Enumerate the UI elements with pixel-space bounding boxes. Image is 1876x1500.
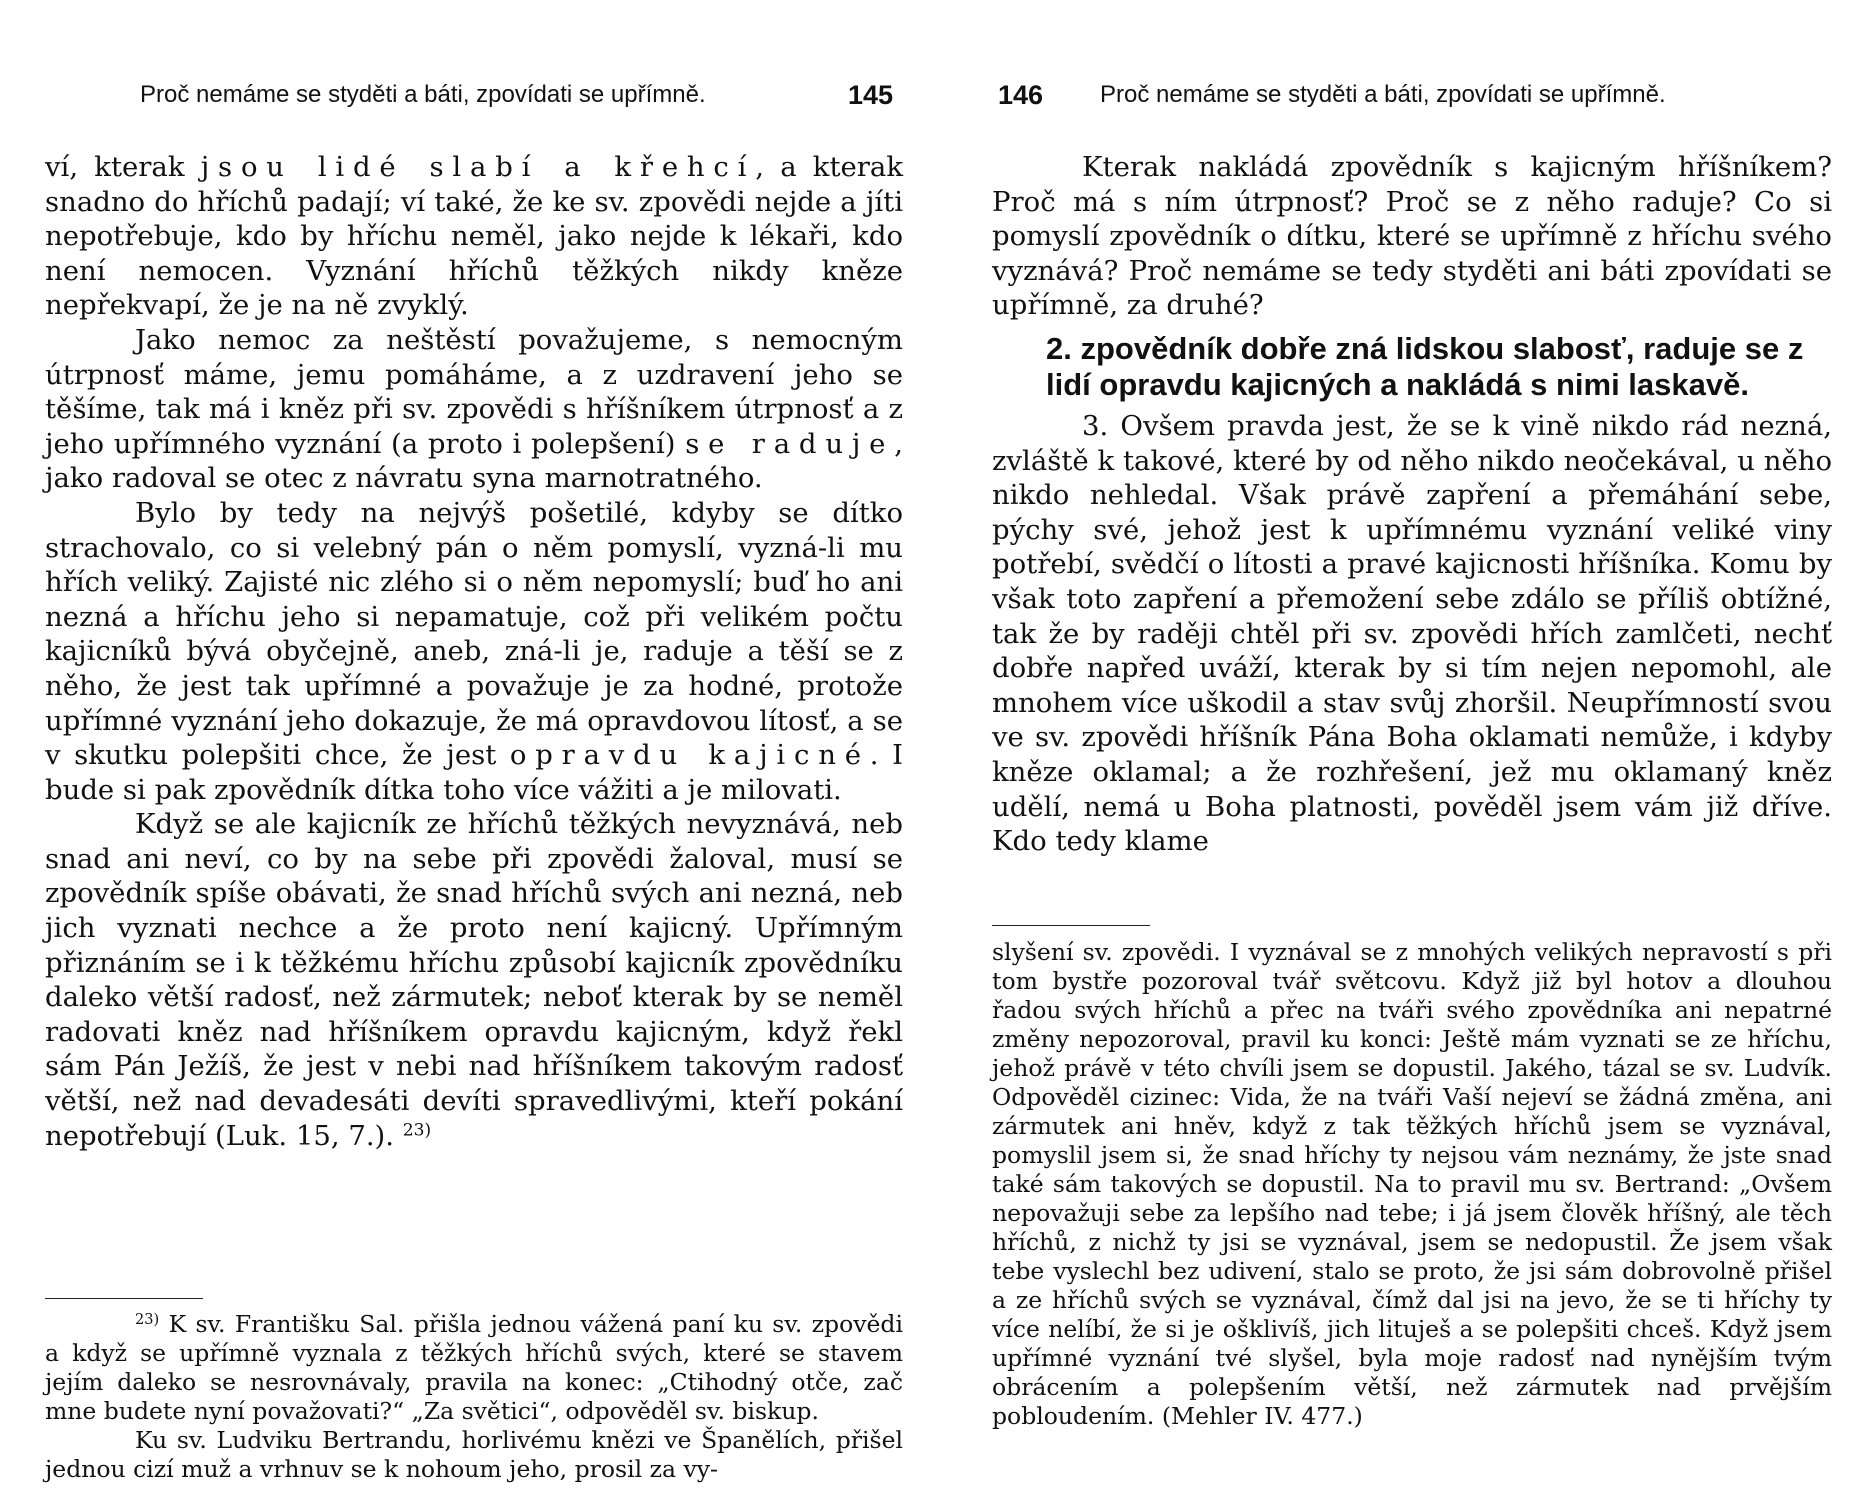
footnote: Ku sv. Ludviku Bertrandu, horlivému knězi ve Španělích, přišel jednou cizí muž a vrhnuv se k nohoum jeho, prosil za vy- bbox=[45, 1426, 903, 1483]
body-text bbox=[45, 150, 903, 1153]
paragraph: Jako nemoc za neštěstí považujeme, s nemocným útrpnosť máme, jemu pomáháme, a z uzdravení jeho se těšíme, tak má i kněz při sv. zpovědi s hříšníkem útrpnosť a z jeho upřímného vyznání (a proto i polepšení) se raduje, jako radoval se otec z návratu syna marnotratného. bbox=[45, 323, 903, 495]
running-head-title: Proč nemáme se styděti a báti, zpovídati se upřímně. bbox=[140, 81, 706, 108]
footnote-rule bbox=[992, 925, 1150, 926]
running-head-title: Proč nemáme se styděti a báti, zpovídati se upřímně. bbox=[1100, 81, 1666, 108]
section-heading bbox=[992, 331, 1832, 403]
spaced-emphasis: jsou lidé slabí a křehcí bbox=[200, 151, 756, 183]
footnote: slyšení sv. zpovědi. I vyznával se z mnohých velikých nepravostí s při tom bystře pozoroval tvář světcovu. Když již byl hotov a dlouhou řadou svých hříchů a přec na tváři svého zpovědníka ani nepatrné změny nepozoroval, pravil ku konci: Ještě mám vyznati se ze hříchu, jehož právě v této chvíli jsem se dopustil. Jakého, tázal se sv. Ludvík. Odpověděl cizinec: Vida, že na tváři Vaší nejeví se žádná změna, ani zármutek ani hněv, když z tak těžkých hříchů jsem se vyznával, pomyslil jsem si, že snad hříchy ty nejsou vám neznámy, že jste snad také sám takových se dopustil. Na to pravil mu sv. Bertrand: „Ovšem nepovažuji sebe za lepšího nad tebe; i já jsem člověk hříšný, ale těch hříchů, z nichž ty jsi se vyznával, jsem se nedopustil. Že jsem však tebe vyslechl bez udivení, stalo se proto, že jsi sám dobrovolně přišel a ze hříchů svých se vyznával, čímž dal jsi na jevo, že se ti hříchy ty více nelíbí, že si je ošklivíš, jich lituješ a se polepšiti chceš. Když jsem upřímné vyznání tvé slyšel, byla moje radosť nad nynějším tvým obrácením a polepšením větší, než zármutek nad prvějším pobloudením. (Mehler IV. 477.) bbox=[992, 938, 1832, 1430]
page-number: 146 bbox=[998, 80, 1044, 110]
section-number: 2. bbox=[1046, 330, 1072, 366]
footnote: $^{23)}$ K sv. Františku Sal. přišla jednou vážená paní ku sv. zpovědi a když se upřímně vyznala z těžkých hříchů svých, které se stavem jejím daleko se nesrovnávaly, pravila na konec: „Ctihodný otče, zač mne budete nyní považovati?“ „Za světici“, odpověděl sv. biskup. bbox=[45, 1310, 903, 1425]
footnote-rule bbox=[45, 1298, 203, 1299]
footnotes bbox=[992, 938, 1832, 1431]
spaced-emphasis: se raduje bbox=[685, 427, 895, 460]
footnote-mark: 23) bbox=[135, 1311, 160, 1328]
footnote-reference: 23) bbox=[402, 1120, 432, 1141]
paragraph: Když se ale kajicník ze hříchů těžkých nevyznává, neb snad ani neví, co by na sebe při zpovědi žaloval, musí se zpovědník spíše obávati, že snad hříchů svých ani nezná, neb jich vyznati nechce a že proto není kajicný. Upřímným přiznáním se i k těžkému hříchu způsobí kajicník zpovědníku daleko větší radosť, než zármutek; neboť kterak by se neměl radovati kněz nad hříšníkem opravdu kajicným, když řekl sám Pán Ježíš, že jest v nebi nad hříšníkem takovým radosť větší, než nad devadesáti devíti spravedlivými, kteří pokání nepotřebují (Luk. 15, 7.). $^{23)}$ bbox=[45, 808, 903, 1152]
body-text bbox=[992, 150, 1832, 859]
page-number: 145 bbox=[848, 80, 894, 110]
paragraph: ví, kterak jsou lidé slabí a křehcí, a kterak snadno do hříchů padají; ví také, že ke sv. zpovědi nejde a jíti nepotřebuje, kdo by hříchu neměl, jako nejde k lékaři, kdo není nemocen. Vyznání hříchů těžkých nikdy kněze nepřekvapí, že je na ně zvyklý. bbox=[45, 151, 903, 322]
paragraph: 3. Ovšem pravda jest, že se k vině nikdo rád nezná, zvláště k takové, které by od něho nikdo neočekával, u něho nikdo nehledal. Však právě zapření a přemáhání sebe, pýchy své, jehož jest k upřímnému vyznání veliké viny potřebí, svědčí o lítosti a pravé kajicnosti hříšníka. Komu by však toto zapření a přemožení sebe zdálo se příliš obtížné, tak že by raději chtěl při sv. zpovědi hřích zamlčeti, nechť dobře napřed uváží, kterak by si tím nejen nepomohl, ale mnohem více uškodil a stav svůj zhoršil. Neupřímností svou ve sv. zpovědi hříšník Pána Boha oklamati nemůže, i kdyby kněze oklamal; a že rozhřešení, jež mu oklamaný kněz udělí, nemá u Boha platnosti, pověděl jsem vám již dříve. Kdo tedy klame bbox=[992, 409, 1832, 858]
section-title: zpovědník dobře zná lidskou slabosť, raduje se z lidí opravdu kajicných a nakládá s nimi laskavě. bbox=[1046, 330, 1804, 402]
running-head bbox=[0, 78, 938, 112]
paragraph-intro: Kterak nakládá zpovědník s kajicným hříšníkem? Proč má s ním útrpnosť? Proč se z něho raduje? Co si pomyslí zpovědník o dítku, které se upřímně z hříchu svého vyznává? Proč nemáme se tedy styděti ani báti zpovídati se upřímně, za druhé? bbox=[992, 151, 1832, 322]
right-page bbox=[938, 0, 1876, 1500]
paragraph: Bylo by tedy na nejvýš pošetilé, kdyby se dítko strachovalo, co si velebný pán o něm pomyslí, vyzná-li mu hřích veliký. Zajisté nic zlého si o něm nepomyslí; buď ho ani nezná a hříchu jeho si nepamatuje, což při velikém počtu kajicníků bývá obyčejně, aneb, zná-li je, raduje a těší se z něho, že jest tak upřímné a považuje je za hodné, protože upřímné vyznání jeho dokazuje, že má opravdovou lítosť, a se v skutku polepšiti chce, že jest opravdu kajicné. I bude si pak zpovědník dítka toho více vážiti a je milovati. bbox=[45, 496, 903, 806]
spaced-emphasis: opravdu kajicné bbox=[509, 739, 870, 772]
footnotes bbox=[45, 1310, 903, 1484]
running-head bbox=[938, 78, 1876, 112]
